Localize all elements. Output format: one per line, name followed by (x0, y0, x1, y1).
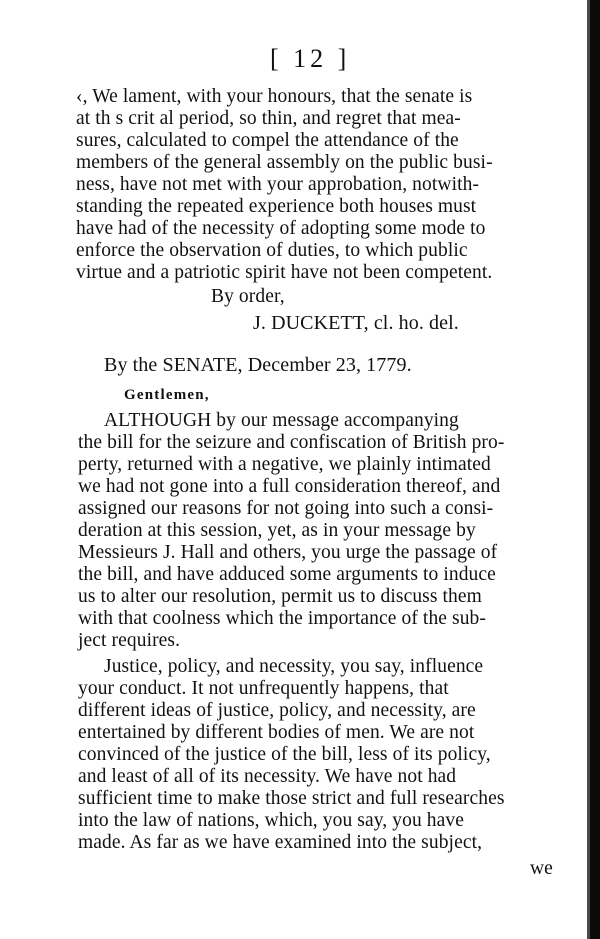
paragraph-line: with that coolness which the importance of the sub- (78, 608, 487, 629)
page-number: [ 12 ] (270, 44, 351, 73)
senate-heading: By the SENATE, December 23, 1779. (104, 354, 412, 376)
first-message-line: at th s crit al period, so thin, and regret that mea- (76, 108, 461, 129)
first-message-line: members of the general assembly on the public busi- (76, 152, 493, 173)
paragraph-line: Justice, policy, and necessity, you say, influence (104, 656, 484, 677)
first-message-line: ness, have not met with your approbation, notwith- (76, 174, 480, 195)
paragraph-line: the bill, and have adduced some arguments to induce (78, 564, 496, 585)
first-message-line: have had of the necessity of adopting some mode to (76, 218, 486, 239)
paragraph-line: and least of all of its necessity. We have not had (78, 766, 457, 787)
paragraph-line: perty, returned with a negative, we plainly intimated (78, 454, 491, 475)
paragraph-line: we had not gone into a full consideration thereof, and (78, 476, 501, 497)
salutation: Gentlemen, (124, 387, 210, 403)
paragraph-line: ALTHOUGH by our message accompanying (104, 410, 459, 431)
paragraph-line: into the law of nations, which, you say, you have (78, 810, 464, 831)
catchword: we (530, 858, 553, 879)
by-order: By order, (211, 286, 285, 307)
paragraph-line: entertained by different bodies of men. We are not (78, 722, 475, 743)
paragraph-line: different ideas of justice, policy, and necessity, are (78, 700, 476, 721)
first-message-line: enforce the observation of duties, to which public (76, 240, 468, 261)
paragraph-line: your conduct. It not unfrequently happens, that (78, 678, 449, 699)
book-spine (590, 0, 600, 939)
paragraph-line: us to alter our resolution, permit us to discuss them (78, 586, 482, 607)
paragraph-line: made. As far as we have examined into the subject, (78, 832, 483, 853)
paragraph-line: convinced of the justice of the bill, less of its policy, (78, 744, 491, 765)
paragraph-line: deration at this session, yet, as in your message by (78, 520, 476, 541)
paragraph-line: sufficient time to make those strict and full researches (78, 788, 505, 809)
paragraph-line: the bill for the seizure and confiscation of British pro- (78, 432, 505, 453)
signature: J. DUCKETT, cl. ho. del. (253, 312, 459, 334)
first-message-line: ‹, We lament, with your honours, that the senate is (76, 86, 473, 107)
paragraph-line: ject requires. (78, 630, 181, 651)
first-message-line: sures, calculated to compel the attendance of the (76, 130, 459, 151)
first-message-line: standing the repeated experience both houses must (76, 196, 477, 217)
paragraph-line: Messieurs J. Hall and others, you urge the passage of (78, 542, 498, 563)
first-message-line: virtue and a patriotic spirit have not been competent. (76, 262, 493, 283)
paragraph-line: assigned our reasons for not going into such a consi- (78, 498, 494, 519)
